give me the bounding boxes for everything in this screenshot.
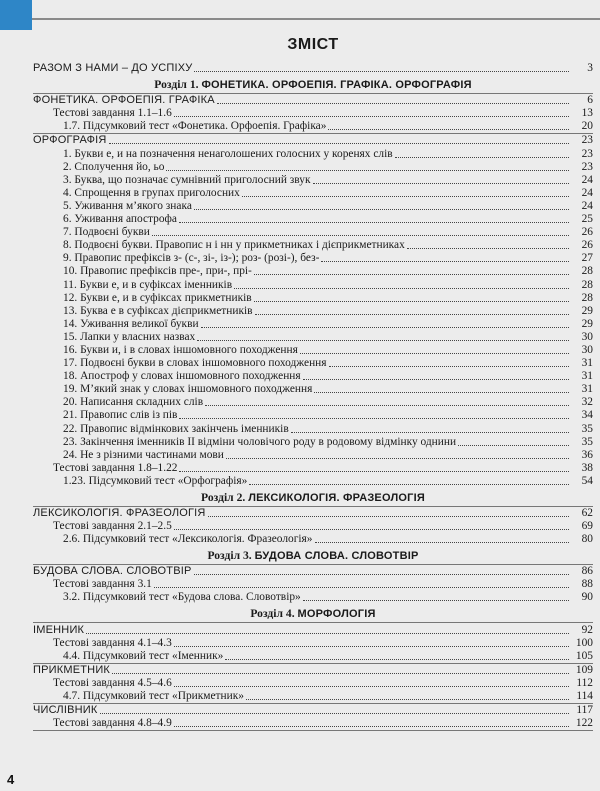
toc-list: [33, 62, 593, 731]
toc-entry[interactable]: [33, 409, 593, 422]
toc-entry-title: 10. Правопис префіксів пре-, при-, прі-: [63, 265, 252, 278]
toc-entry-page: 117: [576, 704, 593, 717]
toc-entry-page: 35: [581, 435, 593, 448]
toc-entry-title: ФОНЕТИКА. ОРФОЕПІЯ. ГРАФІКА: [33, 94, 215, 107]
toc-entry[interactable]: [33, 663, 593, 677]
toc-entry[interactable]: [33, 120, 593, 133]
toc-entry-page: 31: [581, 383, 593, 396]
toc-entry[interactable]: [33, 637, 593, 650]
toc-entry-title: 20. Написання складних слів: [63, 396, 204, 409]
dot-leader: [197, 340, 569, 341]
toc-entry-title: 2. Сполучення йо, ьо: [63, 160, 165, 173]
toc-entry[interactable]: [33, 331, 593, 344]
toc-entry[interactable]: [33, 370, 593, 383]
toc-entry-page: 86: [581, 565, 593, 578]
section-heading: [33, 548, 593, 564]
toc-entry-page: 29: [581, 304, 593, 317]
toc-entry-title: 4.4. Підсумковий тест «Іменник»: [63, 649, 224, 662]
section-heading: [33, 606, 593, 622]
toc-entry-page: 36: [581, 448, 593, 461]
table-of-contents: [33, 36, 593, 731]
dot-leader: [303, 379, 569, 380]
dot-leader: [407, 248, 569, 249]
toc-entry[interactable]: [33, 93, 593, 107]
toc-entry[interactable]: [33, 690, 593, 703]
section-number: Розділ 3.: [207, 549, 252, 563]
toc-entry[interactable]: [33, 436, 593, 449]
toc-entry[interactable]: [33, 591, 593, 604]
toc-entry-page: 20: [581, 120, 593, 133]
toc-entry[interactable]: [33, 357, 593, 370]
toc-entry-title: 18. Апостроф у словах іншомовного походження: [63, 370, 301, 383]
dot-leader: [242, 196, 569, 197]
dot-leader: [395, 157, 569, 158]
toc-entry-page: 30: [581, 343, 593, 356]
toc-entry[interactable]: [33, 318, 593, 331]
toc-entry-title: 23. Закінчення іменників ІІ відміни чоловічого роду в родовому відмінку однини: [63, 435, 457, 448]
toc-entry[interactable]: [33, 475, 593, 488]
toc-entry-title: РАЗОМ З НАМИ – ДО УСПІХУ: [33, 62, 193, 75]
dot-leader: [314, 392, 569, 393]
dot-leader: [226, 458, 569, 459]
toc-entry[interactable]: [33, 564, 593, 578]
dot-leader: [249, 484, 569, 485]
toc-entry[interactable]: [33, 174, 593, 187]
toc-entry-title: 4.7. Підсумковий тест «Прикметник»: [63, 690, 244, 703]
toc-entry-page: 3: [587, 62, 593, 75]
toc-entry[interactable]: [33, 147, 593, 160]
toc-entry-title: ЛЕКСИКОЛОГІЯ. ФРАЗЕОЛОГІЯ: [33, 507, 206, 519]
toc-entry-title: ОРФОГРАФІЯ: [33, 134, 107, 147]
toc-entry[interactable]: [33, 650, 593, 663]
toc-entry-page: 109: [575, 663, 593, 676]
toc-entry-title: Тестові завдання 4.5–4.6: [53, 676, 172, 689]
toc-entry[interactable]: [33, 107, 593, 120]
section-title: МОРФОЛОГІЯ: [297, 608, 376, 621]
dot-leader: [100, 713, 570, 714]
toc-entry-title: ІМЕННИК: [33, 623, 85, 636]
toc-entry-page: 34: [581, 409, 593, 422]
toc-entry-title: 3.2. Підсумковий тест «Будова слова. Словотвір»: [63, 591, 301, 604]
dot-leader: [328, 129, 569, 130]
toc-entry-title: 22. Правопис відмінкових закінчень іменників: [63, 422, 289, 435]
dot-leader: [303, 600, 569, 601]
toc-entry-page: 23: [581, 147, 593, 160]
toc-entry-page: 30: [581, 330, 593, 343]
dot-leader: [313, 183, 569, 184]
toc-entry-title: 7. Подвоєні букви: [63, 226, 150, 239]
section-title: ЛЕКСИКОЛОГІЯ. ФРАЗЕОЛОГІЯ: [248, 491, 425, 504]
toc-entry[interactable]: [33, 292, 593, 305]
dot-leader: [179, 418, 569, 419]
toc-entry-title: 17. Подвоєні букви в словах іншомовного походження: [63, 357, 327, 370]
section-number: Розділ 4.: [250, 607, 295, 621]
dot-leader: [254, 274, 569, 275]
toc-entry-title: 8. Подвоєні букви. Правопис н і нн у прикметниках і дієприкметниках: [63, 239, 405, 252]
dot-leader: [291, 432, 569, 433]
toc-entry-title: 1.23. Підсумковий тест «Орфографія»: [63, 474, 248, 487]
toc-entry-title: БУДОВА СЛОВА. СЛОВОТВІР: [33, 565, 192, 578]
dot-leader: [255, 314, 569, 315]
toc-entry[interactable]: [33, 449, 593, 462]
toc-entry-page: 28: [581, 291, 593, 304]
section-title: БУДОВА СЛОВА. СЛОВОТВІР: [254, 550, 419, 563]
toc-entry[interactable]: [33, 305, 593, 318]
toc-entry[interactable]: [33, 462, 593, 475]
toc-entry[interactable]: [33, 506, 593, 520]
toc-entry[interactable]: [33, 396, 593, 409]
toc-entry-page: 62: [581, 507, 593, 519]
section-heading: [33, 490, 593, 506]
section-heading: [33, 77, 593, 93]
section-number: Розділ 1.: [154, 78, 199, 92]
toc-entry-page: 24: [581, 173, 593, 186]
toc-entry[interactable]: [33, 422, 593, 435]
toc-entry[interactable]: [33, 62, 593, 75]
toc-entry-title: ЧИСЛІВНИК: [33, 704, 98, 717]
toc-entry[interactable]: [33, 520, 593, 533]
dot-leader: [194, 71, 569, 72]
toc-entry-title: ПРИКМЕТНИК: [33, 663, 111, 676]
toc-entry[interactable]: [33, 622, 593, 636]
toc-entry-page: 105: [575, 649, 593, 662]
toc-entry-page: 27: [581, 252, 593, 265]
dot-leader: [179, 222, 569, 223]
toc-entry-title: 16. Букви и, і в словах іншомовного походження: [63, 343, 298, 356]
toc-entry[interactable]: [33, 252, 593, 265]
toc-entry-page: 114: [576, 690, 593, 703]
toc-entry[interactable]: [33, 383, 593, 396]
toc-entry[interactable]: [33, 187, 593, 200]
toc-entry-title: 15. Лапки у власних назвах: [63, 330, 196, 343]
toc-entry-title: 2.6. Підсумковий тест «Лексикологія. Фразеологія»: [63, 533, 313, 546]
toc-entry-page: 28: [581, 265, 593, 278]
toc-entry-page: 90: [581, 591, 593, 604]
toc-entry-page: 54: [581, 474, 593, 487]
dot-leader: [179, 471, 569, 472]
toc-entry[interactable]: [33, 278, 593, 291]
dot-leader: [217, 103, 569, 104]
toc-entry[interactable]: [33, 533, 593, 546]
toc-entry-title: 6. Уживання апострофа: [63, 213, 177, 226]
dot-leader: [329, 366, 569, 367]
toc-entry-title: Тестові завдання 2.1–2.5: [53, 520, 172, 533]
toc-entry-page: 92: [581, 623, 593, 636]
toc-entry-title: Тестові завдання 1.8–1.22: [53, 461, 178, 474]
toc-entry-page: 69: [581, 520, 593, 533]
dot-leader: [166, 170, 569, 171]
toc-entry-title: Тестові завдання 3.1: [53, 578, 152, 591]
page-title: ЗМІСТ: [287, 36, 339, 53]
dot-leader: [246, 699, 569, 700]
dot-leader: [300, 353, 569, 354]
toc-entry-title: Тестові завдання 1.1–1.6: [53, 107, 172, 120]
toc-entry-title: 1.7. Підсумковий тест «Фонетика. Орфоепія. Графіка»: [63, 120, 327, 133]
dot-leader: [109, 143, 569, 144]
dot-leader: [205, 405, 569, 406]
dot-leader: [321, 261, 569, 262]
toc-entry-page: 31: [581, 357, 593, 370]
toc-entry[interactable]: [33, 226, 593, 239]
toc-entry-page: 24: [581, 186, 593, 199]
toc-entry-page: 23: [581, 160, 593, 173]
toc-entry[interactable]: [33, 344, 593, 357]
header-rule: [32, 18, 600, 20]
toc-entry-title: 9. Правопис префіксів з- (с-, зі-, із-); роз- (розі-), без-: [63, 252, 320, 265]
toc-entry-title: 19. М’який знак у словах іншомовного походження: [63, 383, 313, 396]
toc-entry-page: 13: [581, 107, 593, 120]
dot-leader: [208, 516, 569, 517]
toc-entry-title: Тестові завдання 4.1–4.3: [53, 636, 172, 649]
toc-entry-page: 24: [581, 199, 593, 212]
section-number: Розділ 2.: [201, 490, 246, 504]
toc-entry-page: 112: [576, 676, 593, 689]
dot-leader: [315, 542, 570, 543]
toc-entry[interactable]: [33, 578, 593, 591]
toc-entry-title: Тестові завдання 4.8–4.9: [53, 717, 172, 730]
dot-leader: [152, 235, 569, 236]
toc-entry[interactable]: [33, 239, 593, 252]
dot-leader: [458, 445, 569, 446]
toc-entry-page: 31: [581, 370, 593, 383]
toc-entry[interactable]: [33, 213, 593, 226]
toc-entry[interactable]: [33, 265, 593, 278]
dot-leader: [194, 574, 569, 575]
toc-entry-page: 100: [575, 636, 593, 649]
toc-entry-page: 26: [581, 226, 593, 239]
toc-entry[interactable]: [33, 133, 593, 147]
toc-entry-title: 11. Букви е, и в суфіксах іменників: [63, 278, 233, 291]
dot-leader: [174, 116, 569, 117]
dot-leader: [174, 686, 569, 687]
toc-entry-page: 26: [581, 239, 593, 252]
toc-entry[interactable]: [33, 161, 593, 174]
toc-entry-title: 5. Уживання м’якого знака: [63, 199, 192, 212]
toc-entry-page: 6: [587, 94, 593, 107]
toc-entry-page: 122: [575, 717, 593, 730]
dot-leader: [154, 587, 569, 588]
dot-leader: [174, 529, 569, 530]
toc-entry-title: 1. Букви е, и на позначення ненаголошених голосних у коренях слів: [63, 147, 393, 160]
toc-entry-title: 4. Спрощення в групах приголосних: [63, 186, 240, 199]
toc-entry-page: 25: [581, 213, 593, 226]
dot-leader: [225, 659, 569, 660]
dot-leader: [112, 673, 569, 674]
dot-leader: [174, 726, 569, 727]
toc-entry-title: 3. Буква, що позначає сумнівний приголосний звук: [63, 173, 311, 186]
dot-leader: [194, 209, 569, 210]
toc-entry-page: 28: [581, 278, 593, 291]
toc-entry-page: 88: [581, 578, 593, 591]
toc-entry-page: 29: [581, 317, 593, 330]
toc-entry-page: 32: [581, 396, 593, 409]
toc-entry[interactable]: [33, 703, 593, 717]
toc-entry-title: 24. Не з різними частинами мови: [63, 448, 224, 461]
toc-entry[interactable]: [33, 200, 593, 213]
dot-leader: [234, 288, 569, 289]
toc-entry-page: 80: [581, 533, 593, 546]
toc-entry-page: 38: [581, 461, 593, 474]
toc-entry-title: 14. Уживання великої букви: [63, 317, 199, 330]
page-number: 4: [7, 772, 15, 787]
toc-entry-title: 12. Букви е, и в суфіксах прикметників: [63, 291, 252, 304]
toc-entry-page: 23: [581, 134, 593, 147]
section-title: ФОНЕТИКА. ОРФОЕПІЯ. ГРАФІКА. ОРФОГРАФІЯ: [201, 79, 472, 92]
toc-entry-title: 13. Буква е в суфіксах дієприкметників: [63, 304, 253, 317]
dot-leader: [174, 646, 569, 647]
toc-entry[interactable]: [33, 677, 593, 690]
dot-leader: [86, 633, 569, 634]
corner-tab: [0, 0, 32, 30]
toc-entry-title: 21. Правопис слів із пів: [63, 409, 178, 422]
toc-entry[interactable]: [33, 717, 593, 731]
dot-leader: [201, 327, 569, 328]
toc-entry-page: 35: [581, 422, 593, 435]
dot-leader: [254, 301, 569, 302]
